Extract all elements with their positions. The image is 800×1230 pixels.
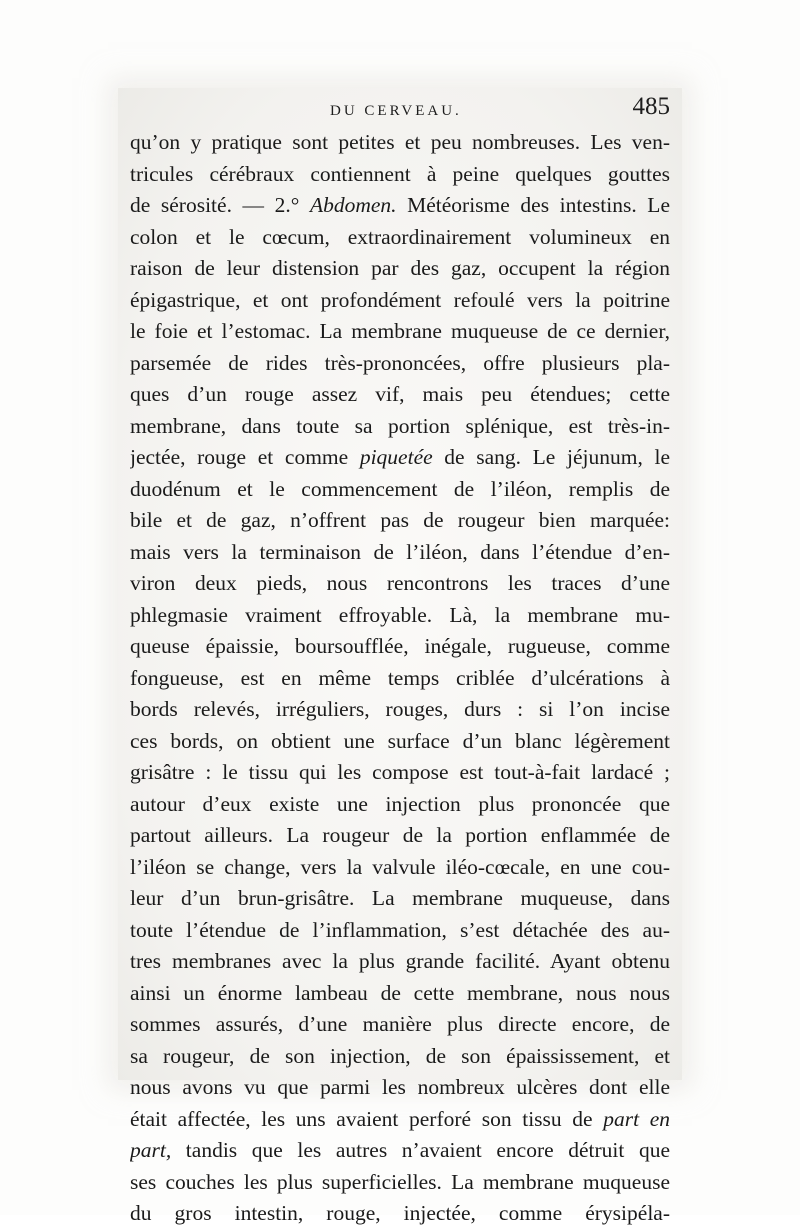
text-segment: épigastrique, et ont profondément refoulé vers la poitrine (130, 287, 670, 312)
text-line (130, 222, 670, 254)
text-segment: parsemée de rides très-prononcées, offre plusieurs pla- (130, 350, 670, 375)
italic-text-segment: Abdomen. (309, 193, 397, 217)
running-head: DU CERVEAU. (330, 103, 462, 119)
text-line (130, 568, 670, 600)
text-segment: était affectée, les uns avaient perforé son tissu de (130, 1106, 604, 1131)
text-segment: raison de leur distension par des gaz, occupent la région (130, 256, 670, 280)
text-segment: autour d’eux existe une injection plus prononcée que (130, 791, 670, 816)
text-segment: duodénum et le commencement de l’iléon, remplis de (130, 476, 670, 501)
text-line (130, 663, 670, 695)
text-segment: colon et le cœcum, extraordinairement volumineux en (130, 224, 670, 249)
text-line (130, 883, 670, 915)
body-text (130, 127, 670, 1230)
italic-text-segment: part en (603, 1106, 670, 1131)
text-segment: bords relevés, irréguliers, rouges, durs : si l’on incise (130, 697, 670, 721)
text-line (130, 474, 670, 506)
text-segment: le foie et l’estomac. La membrane muqueuse de ce dernier, (130, 319, 670, 343)
text-line (130, 1167, 670, 1199)
text-segment: sa rougeur, de son injection, de son épaississement, et (130, 1043, 670, 1068)
text-segment: l’iléon se change, vers la valvule iléo-cœcale, en une cou- (130, 854, 670, 879)
text-line (130, 1135, 670, 1167)
text-line (130, 1072, 670, 1104)
text-segment: viron deux pieds, nous rencontrons les traces d’une (130, 571, 670, 595)
text-line (130, 316, 670, 348)
text-line (130, 600, 670, 632)
text-line (130, 1198, 670, 1230)
text-line (130, 285, 670, 317)
text-segment: Météorisme des intestins. Le (396, 193, 670, 217)
text-line (130, 348, 670, 380)
text-segment: ces bords, on obtient une surface d’un blanc légèrement (130, 728, 670, 753)
page-number: 485 (632, 93, 670, 120)
text-line (130, 726, 670, 758)
text-line (130, 1041, 670, 1073)
text-line (130, 190, 670, 222)
text-line (130, 537, 670, 569)
text-line (130, 127, 670, 159)
text-segment: ainsi un énorme lambeau de cette membrane, nous nous (130, 980, 670, 1005)
text-segment: qu’on y pratique sont petites et peu nombreuses. Les ven- (130, 130, 670, 154)
text-segment: bile et de gaz, n’offrent pas de rougeur bien marquée: (130, 508, 670, 532)
text-segment: de sérosité. — 2.° (130, 193, 310, 217)
text-segment: membrane, dans toute sa portion splénique, est très-in- (130, 413, 670, 438)
text-segment: ques d’un rouge assez vif, mais peu étendues; cette (130, 382, 670, 406)
text-line (130, 253, 670, 285)
text-line (130, 946, 670, 978)
text-line (130, 1009, 670, 1041)
text-line (130, 442, 670, 474)
text-line (130, 159, 670, 191)
text-segment: phlegmasie vraiment effroyable. Là, la membrane mu- (130, 602, 670, 627)
text-line (130, 631, 670, 663)
text-segment: sommes assurés, d’une manière plus directe encore, de (130, 1012, 670, 1036)
page-header (130, 95, 670, 129)
text-segment: de sang. Le jéjunum, le (432, 445, 670, 469)
text-segment: tandis que les autres n’avaient encore détruit que (171, 1138, 670, 1162)
text-line (130, 915, 670, 947)
text-line (130, 789, 670, 821)
text-segment: du gros intestin, rouge, injectée, comme érysipéla- (130, 1201, 670, 1225)
italic-text-segment: part, (130, 1138, 172, 1162)
text-line (130, 757, 670, 789)
text-segment: tricules cérébraux contiennent à peine quelques gouttes (130, 161, 670, 186)
text-segment: mais vers la terminaison de l’iléon, dans l’étendue d’en- (130, 539, 670, 564)
text-line (130, 411, 670, 443)
text-segment: leur d’un brun-grisâtre. La membrane muqueuse, dans (130, 886, 670, 910)
text-line (130, 1104, 670, 1136)
text-segment: jectée, rouge et comme (130, 445, 360, 469)
text-line (130, 852, 670, 884)
text-segment: tres membranes avec la plus grande facilité. Ayant obtenu (130, 949, 670, 973)
text-segment: nous avons vu que parmi les nombreux ulcères dont elle (130, 1075, 670, 1099)
italic-text-segment: piquetée (359, 445, 433, 469)
text-segment: fongueuse, est en même temps criblée d’ulcérations à (130, 665, 670, 690)
text-line (130, 694, 670, 726)
text-segment: partout ailleurs. La rougeur de la portion enflammée de (130, 823, 670, 847)
text-line (130, 978, 670, 1010)
text-segment: queuse épaissie, boursoufflée, inégale, rugueuse, comme (130, 634, 670, 658)
text-segment: ses couches les plus superficielles. La membrane muqueuse (130, 1169, 670, 1194)
text-segment: grisâtre : le tissu qui les compose est tout-à-fait lardacé ; (130, 760, 670, 784)
text-line (130, 379, 670, 411)
text-line (130, 505, 670, 537)
text-segment: toute l’étendue de l’inflammation, s’est détachée des au- (130, 917, 670, 942)
text-line (130, 820, 670, 852)
